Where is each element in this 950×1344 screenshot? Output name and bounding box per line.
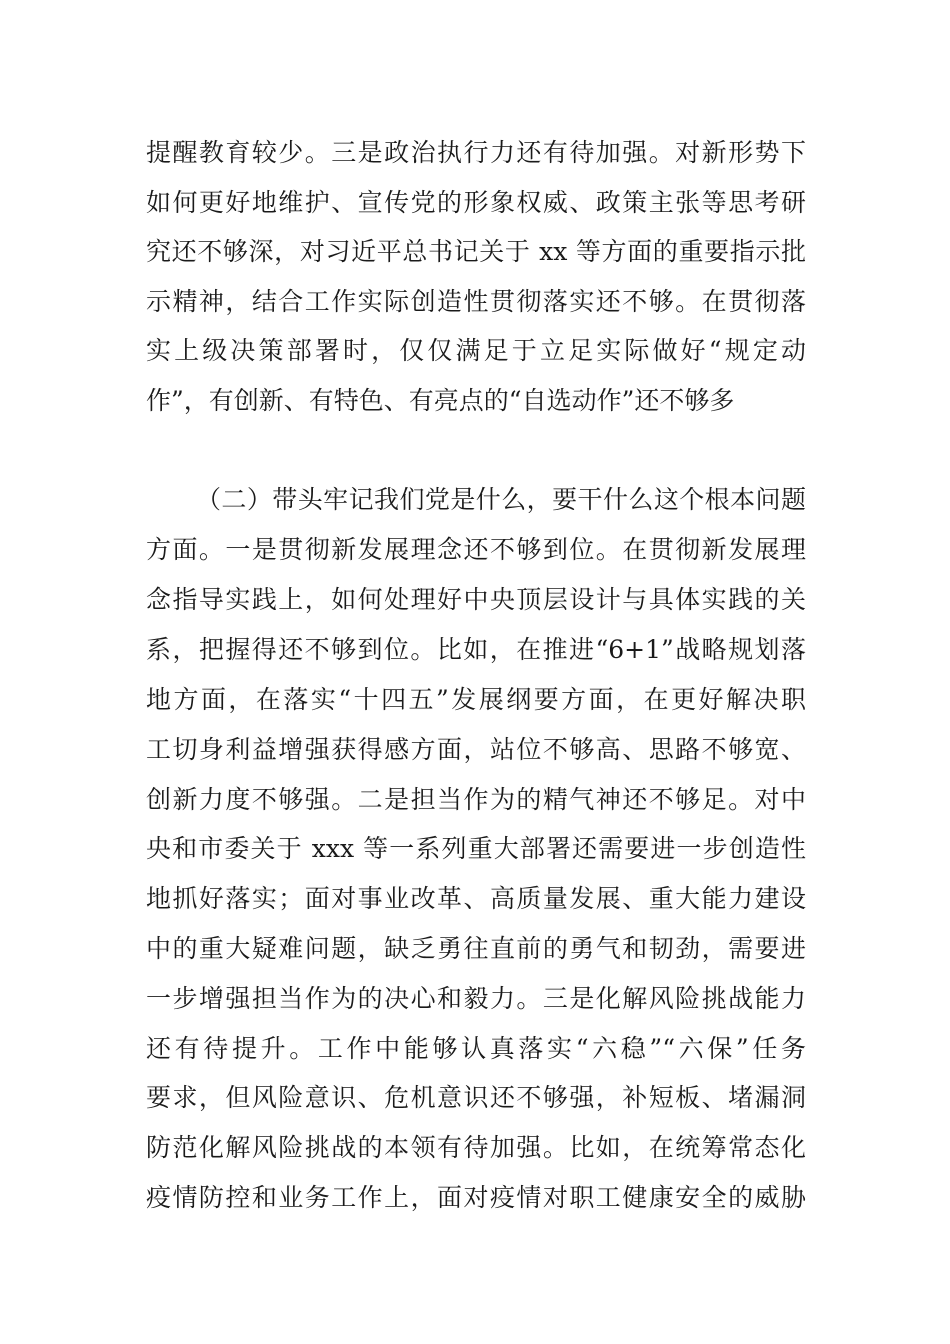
paragraph-2-line-1: （二）带头牢记我们党是什么，要干什么这个根本问题 xyxy=(196,485,806,514)
paragraph-2-line-3: 念指导实践上，如何处理好中央顶层设计与具体实践的关 xyxy=(146,585,806,614)
paragraph-2-line-12: 还有待提升。工作中能够认真落实“六稳”“六保”任务 xyxy=(146,1034,806,1063)
paragraph-2-line-13: 要求，但风险意识、危机意识还不够强，补短板、堵漏洞 xyxy=(146,1083,806,1112)
paragraph-2-line-10: 中的重大疑难问题，缺乏勇往直前的勇气和韧劲，需要进 xyxy=(146,934,806,963)
paragraph-1-line-6: 作”，有创新、有特色、有亮点的“自选动作”还不够多 xyxy=(146,386,735,415)
paragraph-1-line-5: 实上级决策部署时，仅仅满足于立足实际做好“规定动 xyxy=(146,336,806,365)
paragraph-1-line-3: 究还不够深，对习近平总书记关于 xx 等方面的重要指示批 xyxy=(146,237,806,266)
paragraph-2-line-14: 防范化解风险挑战的本领有待加强。比如，在统筹常态化 xyxy=(146,1133,806,1162)
paragraph-2-line-7: 创新力度不够强。二是担当作为的精气神还不够足。对中 xyxy=(146,785,806,814)
paragraph-2-line-6: 工切身利益增强获得感方面，站位不够高、思路不够宽、 xyxy=(146,735,806,764)
paragraph-2-line-5: 地方面，在落实“十四五”发展纲要方面，在更好解决职 xyxy=(146,685,806,714)
paragraph-2-line-4: 系，把握得还不够到位。比如，在推进“6+1”战略规划落 xyxy=(146,635,806,664)
paragraph-1-line-2: 如何更好地维护、宣传党的形象权威、政策主张等思考研 xyxy=(146,188,806,217)
paragraph-2-line-2: 方面。一是贯彻新发展理念还不够到位。在贯彻新发展理 xyxy=(146,535,806,564)
paragraph-2-line-9: 地抓好落实；面对事业改革、高质量发展、重大能力建设 xyxy=(146,884,806,913)
paragraph-2-line-11: 一步增强担当作为的决心和毅力。三是化解风险挑战能力 xyxy=(146,984,806,1013)
paragraph-1-line-1: 提醒教育较少。三是政治执行力还有待加强。对新形势下 xyxy=(146,138,806,167)
paragraph-2-line-15: 疫情防控和业务工作上，面对疫情对职工健康安全的威胁 xyxy=(146,1183,806,1212)
paragraph-1-line-4: 示精神，结合工作实际创造性贯彻落实还不够。在贯彻落 xyxy=(146,287,806,316)
paragraph-2-line-8: 央和市委关于 xxx 等一系列重大部署还需要进一步创造性 xyxy=(146,834,806,863)
